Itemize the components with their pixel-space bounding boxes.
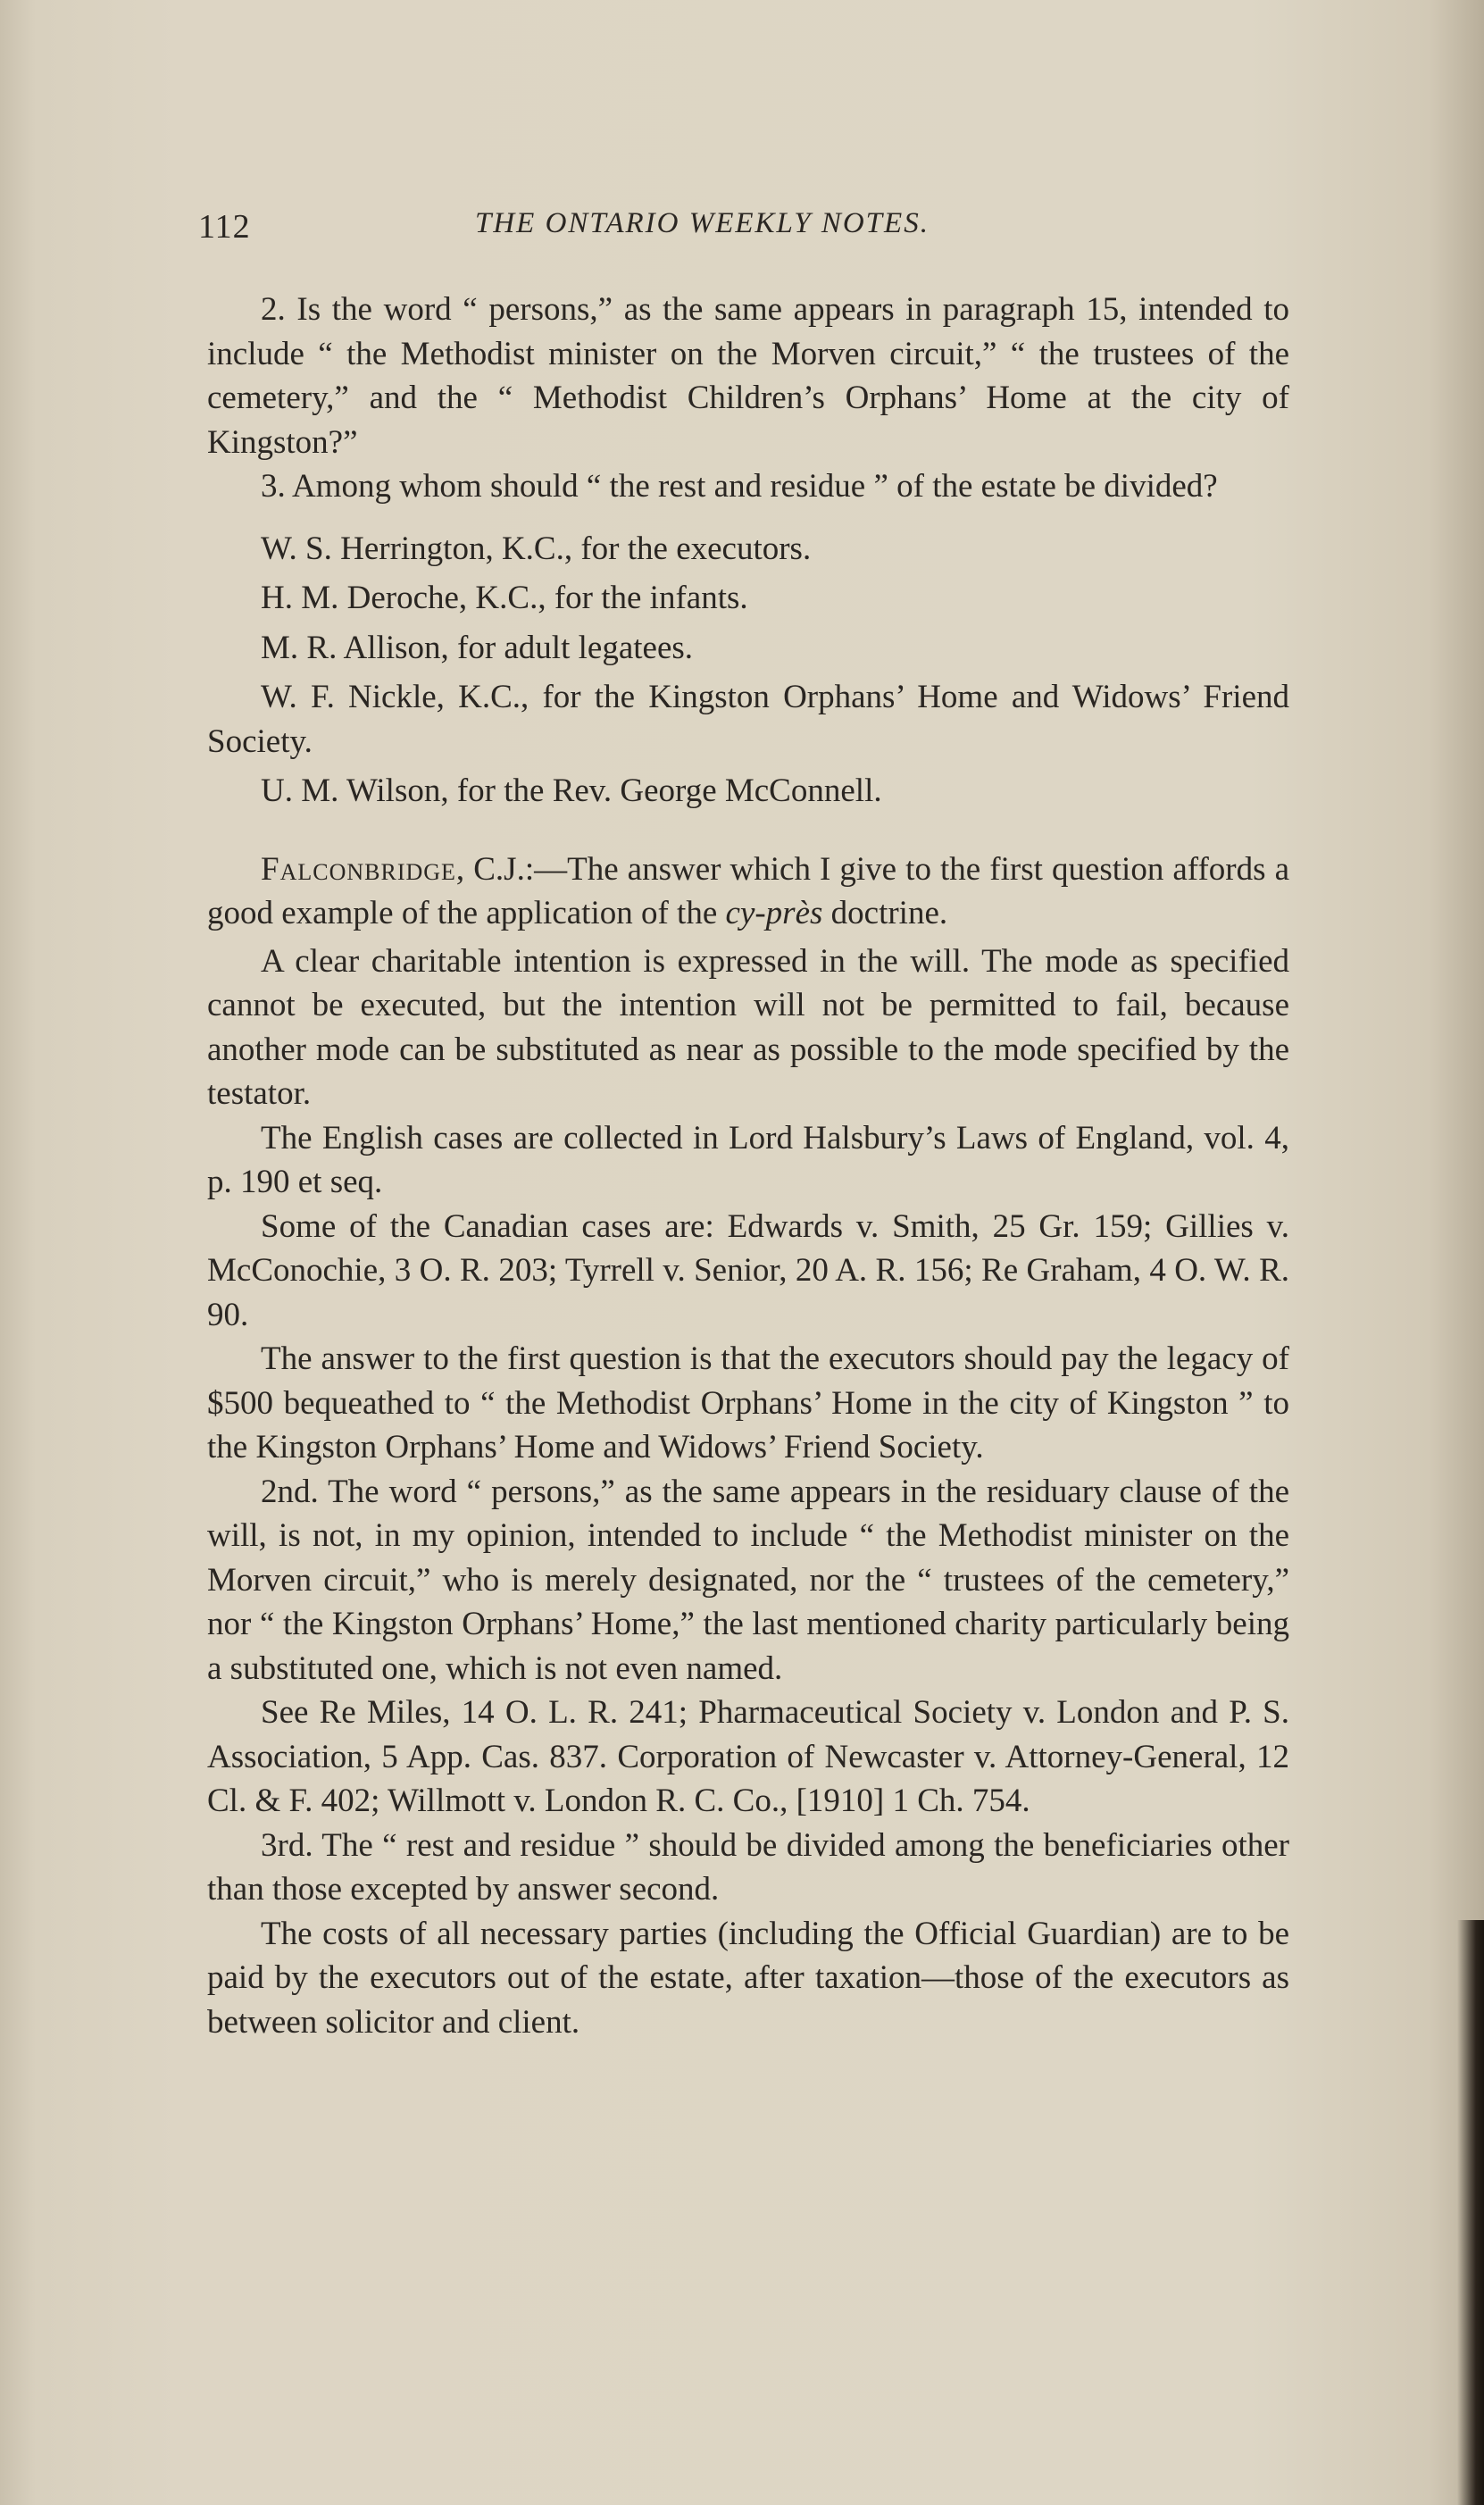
counsel-line: U. M. Wilson, for the Rev. George McConnell. (261, 772, 882, 809)
page-number: 112 (198, 208, 251, 246)
question-3: 3. Among whom should “ the rest and residue ” of the estate be divided? (261, 468, 1218, 505)
page-header (198, 207, 1279, 252)
judgment-p1-text: The answer which I give to the first question affords a good example of the application of the (207, 850, 1289, 931)
judgment-paragraph: A clear charitable intention is expressed in the will. The mode as specified cannot be executed, but the intention will not be permitted to fail, because another mode can be substituted as near as possible to the mode specified by the testator. (207, 942, 1289, 1112)
judgment-p1-end: doctrine. (822, 895, 948, 931)
judge-title: , C.J.:— (455, 850, 568, 888)
cy-pres-term: cy-près (725, 895, 823, 931)
page-body (207, 288, 1289, 2044)
judgment-paragraph: Some of the Canadian cases are: Edwards v. Smith, 25 Gr. 159; Gillies v. McConochie, 3 O. R. 203; Tyrrell v. Senior, 20 A. R. 156; Re Graham, 4 O. W. R. 90. (207, 1207, 1289, 1333)
judgment-paragraph: 3rd. The “ rest and residue ” should be divided among the beneficiaries other than those excepted by answer second. (207, 1826, 1289, 1908)
running-title: THE ONTARIO WEEKLY NOTES. (475, 207, 930, 239)
judgment-paragraph: The English cases are collected in Lord Halsbury’s Laws of England, vol. 4, p. 190 et seq. (207, 1119, 1289, 1200)
book-binding-shadow (1457, 1920, 1484, 2505)
judgment-paragraph: See Re Miles, 14 O. L. R. 241; Pharmaceutical Society v. London and P. S. Association, 5 App. Cas. 837. Corporation of Newcaster v. Attorney-General, 12 Cl. & F. 402; Willmott v. London R. C. Co., [1910] 1 Ch. 754. (207, 1694, 1289, 1819)
counsel-line: M. R. Allison, for adult legatees. (261, 629, 694, 666)
counsel-line: W. F. Nickle, K.C., for the Kingston Orphans’ Home and Widows’ Friend Society. (207, 679, 1289, 760)
judgment-paragraph: 2nd. The word “ persons,” as the same appears in the residuary clause of the will, is not, in my opinion, intended to include “ the Methodist minister on the Morven circuit,” who is merely designated, nor the “ trustees of the cemetery,” nor “ the Kingston Orphans’ Home,” the last mentioned charity particularly being a substituted one, which is not even named. (207, 1473, 1289, 1687)
counsel-line: W. S. Herrington, K.C., for the executors. (261, 530, 812, 567)
counsel-line: H. M. Deroche, K.C., for the infants. (261, 580, 748, 616)
judgment-paragraph: The answer to the first question is that the executors should pay the legacy of $500 bequeathed to “ the Methodist Orphans’ Home in the city of Kingston ” to the Kingston Orphans’ Home and Widows’ Friend Society. (207, 1340, 1289, 1465)
judgment-opening (207, 848, 1289, 936)
question-2: 2. Is the word “ persons,” as the same appears in paragraph 15, intended to include “ the Methodist minister on the Morven circuit,” “ the trustees of the cemetery,” and the “ Methodist Children’s Orphans’ Home at the city of Kingston?” (207, 291, 1289, 461)
judgment-paragraph: The costs of all necessary parties (including the Official Guardian) are to be paid by the executors out of the estate, after taxation—those of the executors as between solicitor and client. (207, 1915, 1289, 2041)
judge-name: Falconbridge (261, 850, 456, 888)
